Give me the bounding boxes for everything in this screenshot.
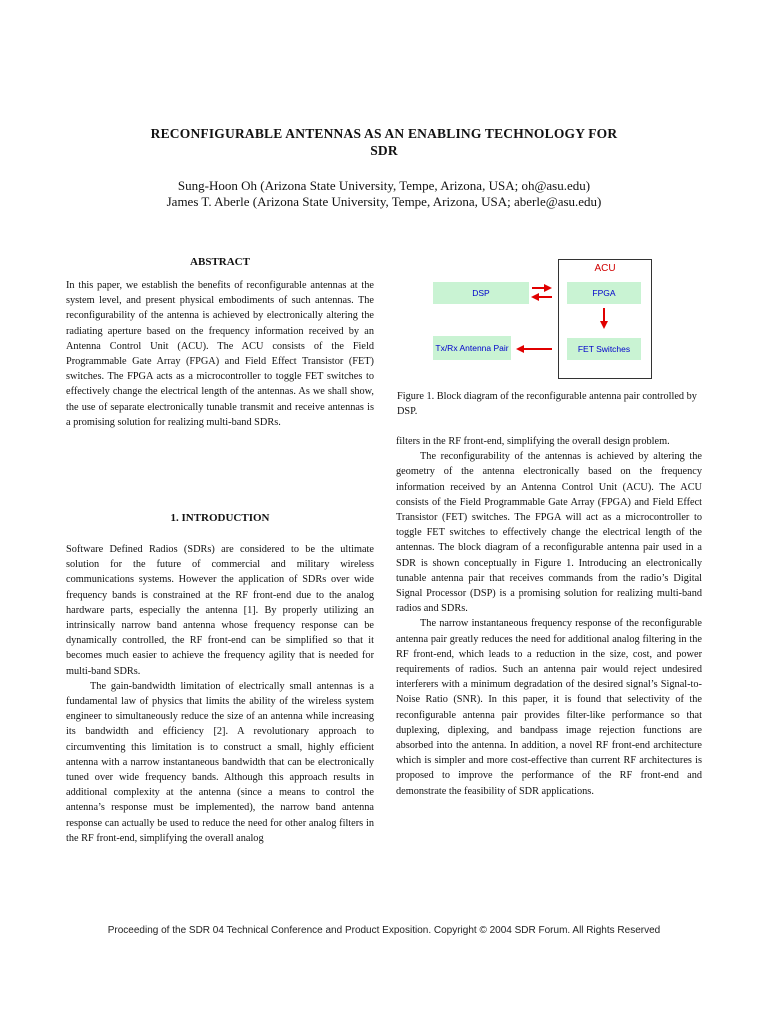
introduction-heading: 1. INTRODUCTION xyxy=(170,512,270,524)
right-paragraph-1: filters in the RF front-end, simplifying the overall design problem. xyxy=(396,436,670,447)
title-line-2: SDR xyxy=(370,143,398,158)
intro-paragraph-2: The gain-bandwidth limitation of electrically small antennas is a fundamental law of physics that limits the ability of the wireless system engineer to simultaneously reduce the size of an antenna while increasing its bandwidth and efficiency [2]. A revolutionary approach to circumventing this limitation is to construct a small, highly efficient antenna with a narrow instantaneous bandwidth that can be electronically tuned over wide frequency bands. Although this approach results in additional complexity at the antenna (since a means to control the antenna’s response must be implemented), the narrow band antenna response can actually be used to reduce the need for other analog filters in the RF front-end, simplifying the overall analog xyxy=(66,680,374,844)
author-2: James T. Aberle (Arizona State University, Tempe, Arizona, USA; aberle@asu.edu) xyxy=(166,194,602,209)
acu-label: ACU xyxy=(594,263,616,274)
abstract-paragraph: In this paper, we establish the benefits of reconfigurable antennas at the system level, and present physical embodiments of such antennas. The reconfigurability of the antenna is achieved by electronically altering the radiating aperture based on the frequency information received by an Antenna Control Unit (ACU). The ACU consists of the Field Programmable Gate Array (FPGA) and Field Effect Transistor (FET) switches. The FPGA acts as a microcontroller to toggle FET switches to effectively change the electrical length of the antennas. As we shall show, the use of separate electronically tunable transmit and receive antennas is a promising solution for realizing multi-band SDRs. xyxy=(66,280,374,428)
introduction-body xyxy=(66,542,374,846)
arrow-dsp-to-fpga xyxy=(532,284,552,292)
title-line-1: RECONFIGURABLE ANTENNAS AS AN ENABLING TECHNOLOGY FOR xyxy=(150,126,618,141)
intro-paragraph-1: Software Defined Radios (SDRs) are considered to be the ultimate solution for the future of commercial and military wireless communications systems. However the application of SDRs over wide frequency bands is constrained at the RF front-end due to the analog hardware parts, especially the antenna [1]. By properly utilizing an intrinsically narrow band antenna whose frequency response can be dynamically controlled, the RF front-end can be simplified so that it becomes much easier to achieve the frequency agility that is needed for multi-band SDRs. xyxy=(66,544,374,677)
right-column-body xyxy=(396,434,702,799)
dsp-block: DSP xyxy=(433,282,529,304)
figure-1-caption: Figure 1. Block diagram of the reconfigurable antenna pair controlled by DSP. xyxy=(397,391,697,417)
diagram-arrows xyxy=(420,259,652,381)
abstract-heading: ABSTRACT xyxy=(190,256,250,268)
arrow-fet-to-antenna xyxy=(516,345,552,353)
arrow-fpga-to-dsp xyxy=(531,293,552,301)
arrow-fpga-to-fet xyxy=(600,308,608,329)
figure-1-diagram xyxy=(420,259,652,381)
abstract-body xyxy=(66,278,374,430)
fpga-block: FPGA xyxy=(567,282,641,304)
page-footer: Proceeding of the SDR 04 Technical Conference and Product Exposition. Copyright © 2004 SDR Forum. All Rights Reserved xyxy=(107,925,661,936)
authors xyxy=(0,178,768,210)
fet-switches-block: FET Switches xyxy=(567,338,641,360)
antenna-pair-block: Tx/Rx Antenna Pair xyxy=(433,336,511,360)
paper-title xyxy=(0,125,768,159)
right-paragraph-3: The narrow instantaneous frequency response of the reconfigurable antenna pair greatly reduces the need for additional analog filtering in the RF front-end, which leads to a reduction in the size, cost, and power requirements of radios. Such an antenna pair would reject undesired interferers with a minimum degradation of the desired signal’s Signal-to-Noise Ratio (SNR). In this paper, it is found that selectivity of the reconfigurable antenna pair provides filter-like performance so that duplexing, diplexing, and bandpass image rejection functions are absorbed into the antenna. In addition, a novel RF front-end architecture which is simpler and more cost-effective than current RF architectures is proposed to improve the performance of the RF front-end and demonstrate the feasibility of SDR applications. xyxy=(396,618,702,797)
right-paragraph-2: The reconfigurability of the antennas is achieved by altering the geometry of the antenna electronically based on the frequency information received by an Antenna Control Unit (ACU). The ACU consists of the Field Programmable Gate Array (FPGA) and Field Effect Transistor (FET) switches. The FPGA will act as a microcontroller to toggle FET switches to effectively change the electrical length of the antennas. The block diagram of a reconfigurable antenna pair used in a SDR is shown conceptually in Figure 1. Introducing an electronically tunable antenna pair that receives commands from the radio’s Digital Signal Processor (DSP) is a promising solution for realizing multi-band radios and SDRs. xyxy=(396,451,702,615)
author-1: Sung-Hoon Oh (Arizona State University, Tempe, Arizona, USA; oh@asu.edu) xyxy=(177,178,591,193)
